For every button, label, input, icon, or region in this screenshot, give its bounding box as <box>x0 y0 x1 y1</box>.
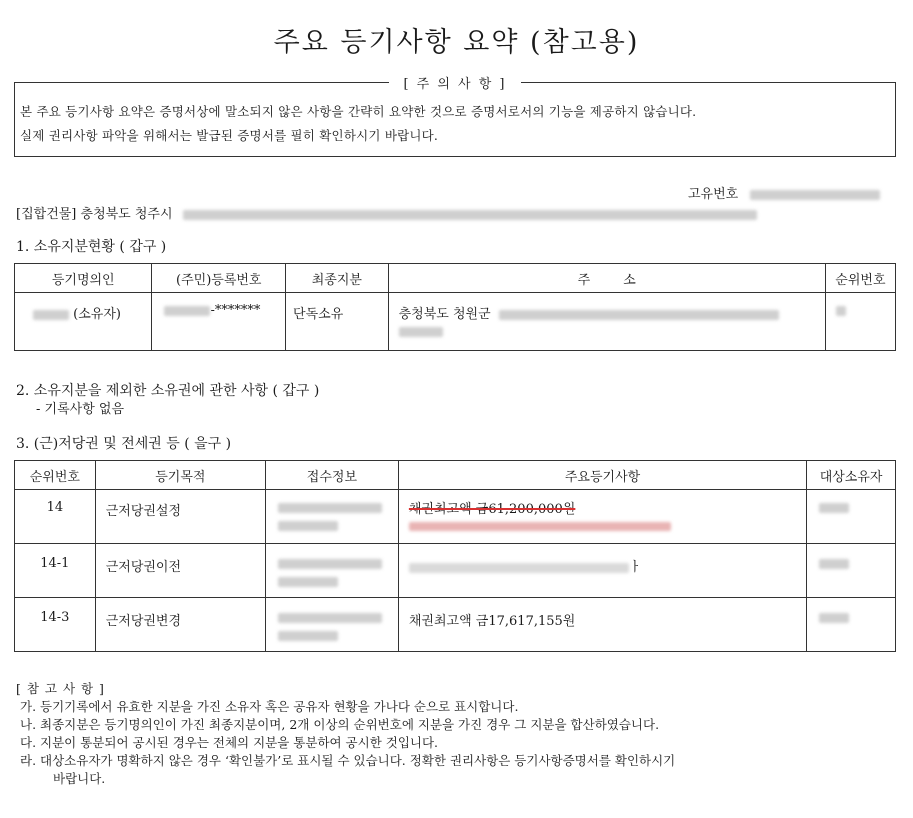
address-cell <box>388 293 825 351</box>
receipt-redacted <box>278 559 382 569</box>
property-address <box>16 203 757 222</box>
property-address-redacted <box>183 210 757 220</box>
notice-line-2: 실제 권리사항 파악을 위해서는 발급된 증명서를 필히 확인하시기 바랍니다. <box>20 128 439 143</box>
detail-redacted <box>409 522 671 531</box>
rank-cell: 14 <box>15 490 96 544</box>
column-header: 최종지분 <box>286 264 389 293</box>
detail-redacted <box>409 563 629 573</box>
purpose-cell: 근저당권설정 <box>95 490 265 544</box>
rank-cell: 14-3 <box>15 598 96 652</box>
column-header: 주요등기사항 <box>398 461 806 490</box>
registration-cell <box>152 293 286 351</box>
receipt-cell <box>265 544 398 598</box>
mortgage-amount: 채권최고액 금61,200,000원 <box>408 502 576 517</box>
reference-item: 다. 지분이 통분되어 공시된 경우는 전체의 지분을 통분하여 공시한 것입니다. <box>20 735 439 750</box>
ownership-table <box>14 263 896 351</box>
column-header: (주민)등록번호 <box>152 264 286 293</box>
table-header-row <box>15 461 896 490</box>
owner-cell <box>807 544 896 598</box>
receipt-redacted-2 <box>278 631 338 641</box>
reference-notes <box>16 680 675 788</box>
owner-cell <box>15 293 152 351</box>
unique-number-label: 고유번호 <box>688 187 739 202</box>
detail-cell: 채권최고액 금17,617,155원 <box>398 598 806 652</box>
receipt-redacted <box>278 613 382 623</box>
column-header: 등기명의인 <box>15 264 152 293</box>
target-owner-redacted <box>819 613 849 623</box>
rank-redacted <box>836 306 846 316</box>
target-owner-redacted <box>819 559 849 569</box>
receipt-redacted-2 <box>278 521 338 531</box>
notice-section <box>14 73 896 157</box>
unique-number <box>688 183 880 202</box>
registration-number-redacted <box>164 306 210 316</box>
notice-line-1: 본 주요 등기사항 요약은 증명서상에 말소되지 않은 사항을 간략히 요약한 것으로 증명서로서의 기능을 제공하지 않습니다. <box>20 104 697 119</box>
receipt-redacted-2 <box>278 577 338 587</box>
column-header: 주 소 <box>388 264 825 293</box>
table-header-row <box>15 264 896 293</box>
mortgage-table <box>14 460 896 652</box>
section3-heading: 3. (근)저당권 및 전세권 등 ( 을구 ) <box>16 436 232 452</box>
receipt-redacted <box>278 503 382 513</box>
owner-address-redacted <box>499 310 779 320</box>
reference-item: 라. 대상소유자가 명확하지 않은 경우 ‘확인불가’로 표시될 수 있습니다. 정확한 권리사항은 등기사항증명서를 확인하시기 <box>20 753 676 768</box>
detail-cell <box>398 490 806 544</box>
table-row <box>15 293 896 351</box>
reference-item-continued: 바랍니다. <box>53 771 106 786</box>
purpose-cell: 근저당권이전 <box>95 544 265 598</box>
share-cell: 단독소유 <box>286 293 389 351</box>
target-owner-redacted <box>819 503 849 513</box>
owner-role: (소유자) <box>73 307 121 322</box>
column-header: 순위번호 <box>825 264 895 293</box>
owner-name-redacted <box>33 310 69 320</box>
unique-number-value <box>750 190 880 200</box>
table-row <box>15 598 896 652</box>
section2-heading: 2. 소유지분을 제외한 소유권에 관한 사항 ( 갑구 ) <box>16 383 320 399</box>
registration-mask: -******* <box>210 303 261 318</box>
reference-item: 나. 최종지분은 등기명의인이 가진 최종지분이며, 2개 이상의 순위번호에 지분을 가진 경우 그 지분을 합산하였습니다. <box>20 717 660 732</box>
page-title: 주요 등기사항 요약 (참고용) <box>273 27 640 58</box>
column-header: 등기목적 <box>95 461 265 490</box>
detail-tail: ㅏ <box>628 560 642 575</box>
receipt-cell <box>265 490 398 544</box>
receipt-cell <box>265 598 398 652</box>
detail-cell <box>398 544 806 598</box>
notice-heading: [ 주 의 사 항 ] <box>389 77 520 92</box>
column-header: 접수정보 <box>265 461 398 490</box>
column-header: 대상소유자 <box>807 461 896 490</box>
property-location: [집합건물] 충청북도 청주시 <box>16 207 173 222</box>
section1-heading: 1. 소유지분현황 ( 갑구 ) <box>16 239 167 255</box>
table-row <box>15 490 896 544</box>
owner-cell <box>807 598 896 652</box>
section2-note: - 기록사항 없음 <box>36 402 125 417</box>
reference-item: 가. 등기기록에서 유효한 지분을 가진 소유자 혹은 공유자 현황을 가나다 순으로 표시합니다. <box>20 699 519 714</box>
rank-cell <box>825 293 895 351</box>
table-row <box>15 544 896 598</box>
reference-heading: [ 참 고 사 항 ] <box>16 681 105 696</box>
rank-cell: 14-1 <box>15 544 96 598</box>
owner-cell <box>807 490 896 544</box>
owner-address-redacted-2 <box>399 327 443 337</box>
purpose-cell: 근저당권변경 <box>95 598 265 652</box>
owner-address: 충청북도 청원군 <box>398 307 491 322</box>
column-header: 순위번호 <box>15 461 96 490</box>
